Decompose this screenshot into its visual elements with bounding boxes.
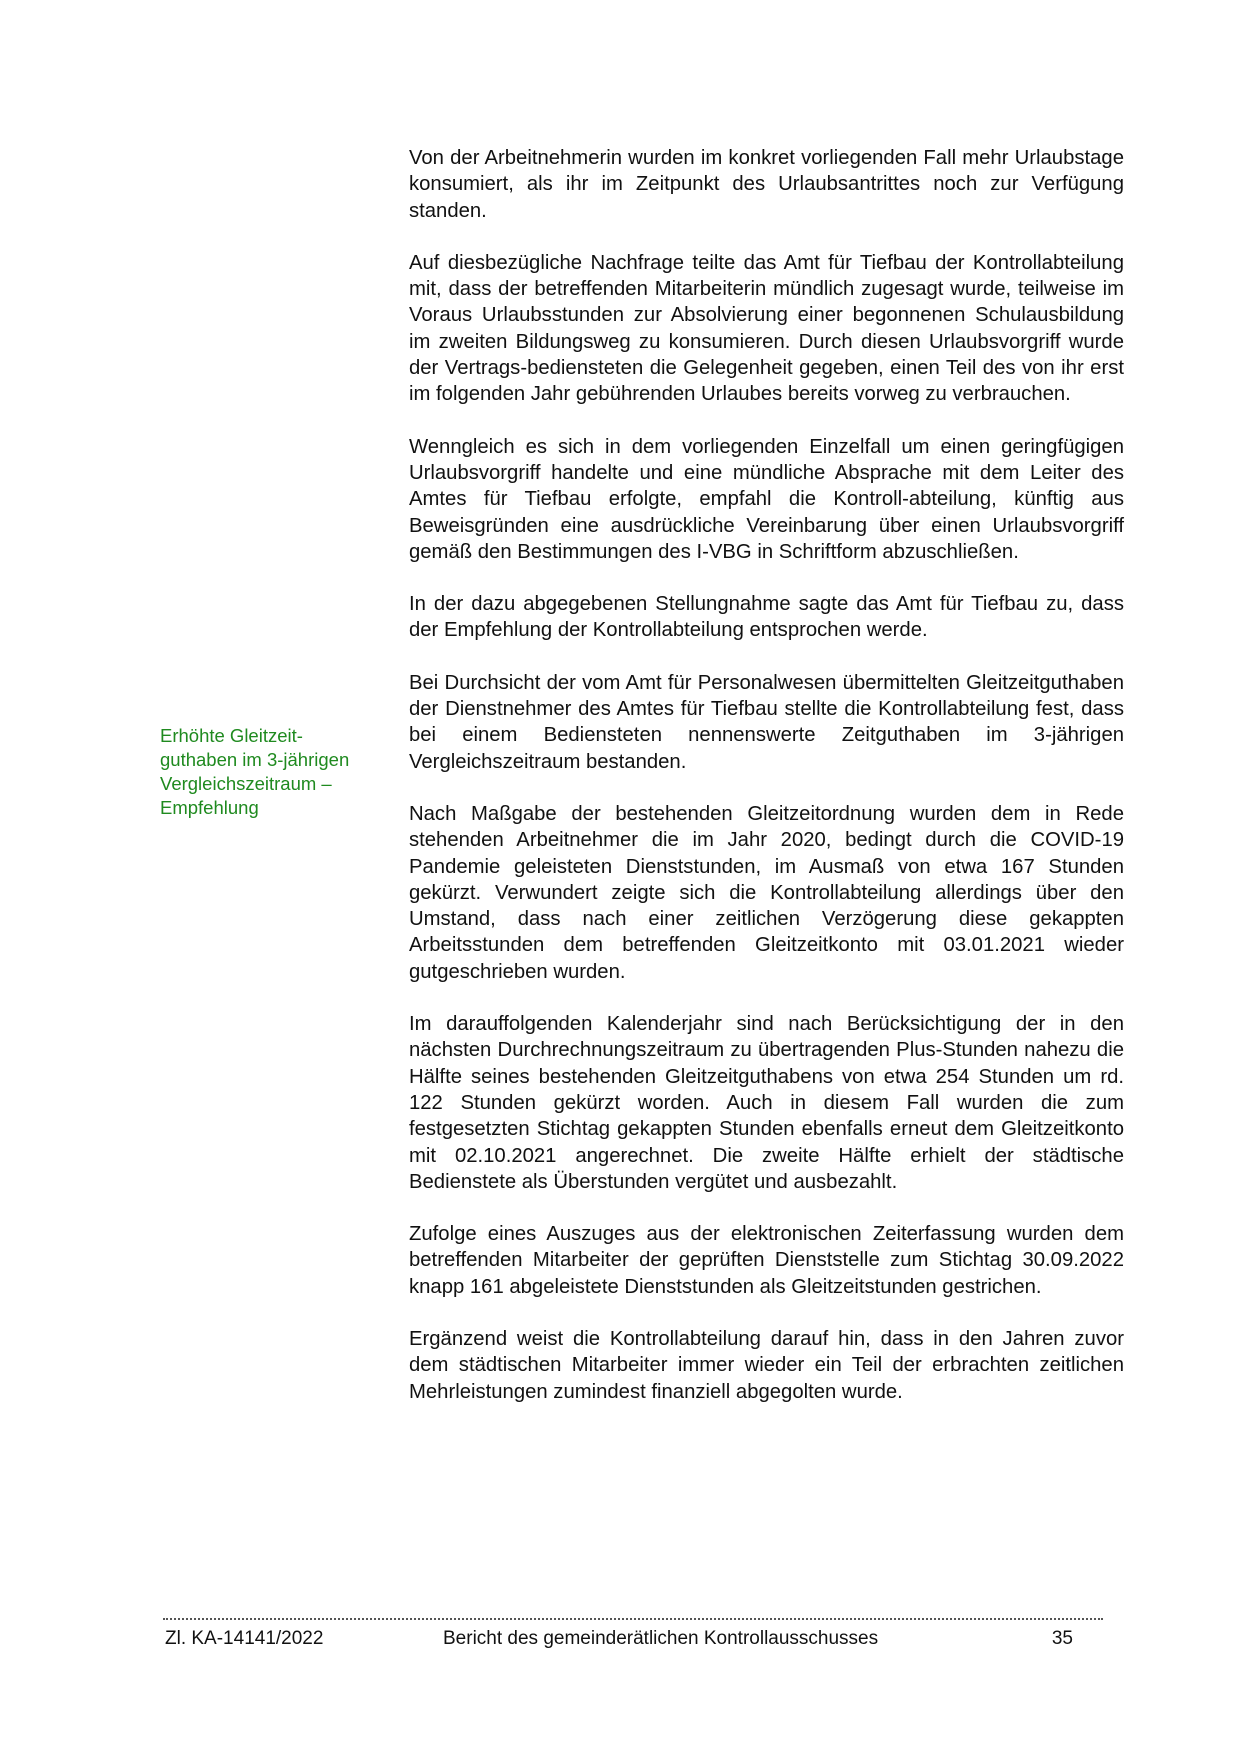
footer-reference: Zl. KA-14141/2022 [165, 1628, 324, 1649]
paragraph: In der dazu abgegebenen Stellungnahme sagte das Amt für Tiefbau zu, dass der Empfehlung der Kontrollabteilung entsprochen werde. [409, 593, 1124, 642]
paragraph: Bei Durchsicht der vom Amt für Personalwesen übermittelten Gleitzeitguthaben der Dienstnehmer des Amtes für Tiefbau stellte die Kontrollabteilung fest, dass bei einem Bediensteten nennenswerte Zeitguthaben im 3-jährigen Vergleichszeitraum bestanden. [409, 671, 1124, 773]
paragraph: Von der Arbeitnehmerin wurden im konkret vorliegenden Fall mehr Urlaubstage konsumiert, als ihr im Zeitpunkt des Urlaubsantrittes noch zur Verfügung standen. [409, 147, 1124, 222]
paragraph: Im darauffolgenden Kalenderjahr sind nach Berücksichtigung der in den nächsten Durchrechnungszeitraum zu übertragenden Plus-Stunden nahezu die Hälfte seines bestehenden Gleitzeitguthabens von etwa 254 Stunden um rd. 122 Stunden gekürzt worden. Auch in diesem Fall wurden die zum festgesetzten Stichtag gekappten Stunden ebenfalls erneut dem Gleitzeitkonto mit 02.10.2021 angerechnet. Die zweite Hälfte erhielt der städtische Bedienstete als Überstunden vergütet und ausbezahlt. [409, 1013, 1124, 1193]
paragraph: Auf diesbezügliche Nachfrage teilte das Amt für Tiefbau der Kontrollabteilung mit, dass der betreffenden Mitarbeiterin mündlich zugesagt wurde, teilweise im Voraus Urlaubsstunden zur Absolvierung einer begonnenen Schulausbildung im zweiten Bildungsweg zu konsumieren. Durch diesen Urlaubsvorgriff wurde der Vertrags-bediensteten die Gelegenheit gegeben, einen Teil des von ihr erst im folgenden Jahr gebührenden Urlaubes bereits vorweg zu verbrauchen. [409, 251, 1124, 406]
paragraph: Ergänzend weist die Kontrollabteilung darauf hin, dass in den Jahren zuvor dem städtischen Mitarbeiter immer wieder ein Teil der erbrachten zeitlichen Mehrleistungen zumindest finanziell abgegolten wurde. [409, 1327, 1124, 1403]
footer-title: Bericht des gemeinderätlichen Kontrollausschusses [443, 1628, 879, 1649]
margin-note-heading: Erhöhte Gleitzeit-guthaben im 3-jährigen Vergleichszeitraum – Empfehlung [160, 725, 350, 818]
paragraph: Zufolge eines Auszuges aus der elektronischen Zeiterfassung wurden dem betreffenden Mitarbeiter der geprüften Dienststelle zum Stichtag 30.09.2022 knapp 161 abgeleistete Dienststunden als Gleitzeitstunden gestrichen. [409, 1223, 1124, 1298]
paragraph: Wenngleich es sich in dem vorliegenden Einzelfall um einen geringfügigen Urlaubsvorgriff handelte und eine mündliche Absprache mit dem Leiter des Amtes für Tiefbau erfolgte, empfahl die Kontroll-abteilung, künftig aus Beweisgründen eine ausdrückliche Vereinbarung über einen Urlaubsvorgriff gemäß den Bestimmungen des I-VBG in Schriftform abzuschließen. [409, 435, 1124, 563]
footer-divider [163, 1618, 1103, 1620]
paragraph: Nach Maßgabe der bestehenden Gleitzeitordnung wurden dem in Rede stehenden Arbeitnehmer die im Jahr 2020, bedingt durch die COVID-19 Pandemie geleisteten Dienststunden, im Ausmaß von etwa 167 Stunden gekürzt. Verwundert zeigte sich die Kontrollabteilung allerdings über den Umstand, dass nach einer zeitlichen Verzögerung diese gekappten Arbeitsstunden dem betreffenden Gleitzeitkonto mit 03.01.2021 wieder gutgeschrieben wurden. [409, 802, 1124, 983]
page-number: 35 [1051, 1628, 1073, 1649]
body-text [409, 145, 1124, 1431]
